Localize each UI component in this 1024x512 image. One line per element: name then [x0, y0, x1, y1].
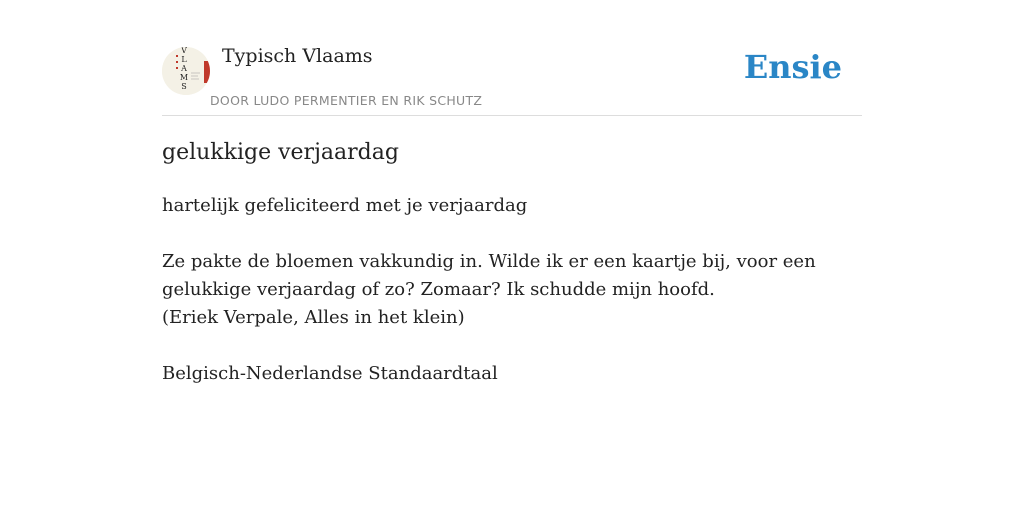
svg-text:S: S — [181, 82, 187, 91]
svg-text:M: M — [179, 73, 189, 82]
svg-text:V: V — [181, 47, 187, 55]
site-title[interactable]: Typisch Vlaams — [222, 45, 373, 67]
entry-quote: Ze pakte de bloemen vakkundig in. Wilde ik er een kaartje bij, voor een gelukkige verjaardag of zo? Zomaar? Ik schudde mijn hoofd. — [162, 251, 816, 300]
ensie-brand-link[interactable]: Ensie — [743, 48, 842, 86]
entry-card — [162, 0, 862, 512]
spacer — [162, 332, 862, 360]
entry-definition: hartelijk gefeliciteerd met je verjaardag — [162, 195, 528, 216]
svg-text:L: L — [181, 55, 187, 64]
spacer — [162, 220, 862, 248]
entry-title: gelukkige verjaardag — [162, 140, 399, 165]
site-header — [162, 0, 862, 116]
vlams-logo-icon — [162, 47, 210, 95]
svg-text:A: A — [181, 64, 187, 73]
entry-language: Belgisch-Nederlandse Standaardtaal — [162, 363, 498, 384]
byline: DOOR LUDO PERMENTIER EN RIK SCHUTZ — [210, 93, 483, 108]
entry-content — [162, 192, 862, 388]
site-logo[interactable] — [162, 47, 210, 95]
entry-quote-source: (Eriek Verpale, Alles in het klein) — [162, 307, 465, 328]
